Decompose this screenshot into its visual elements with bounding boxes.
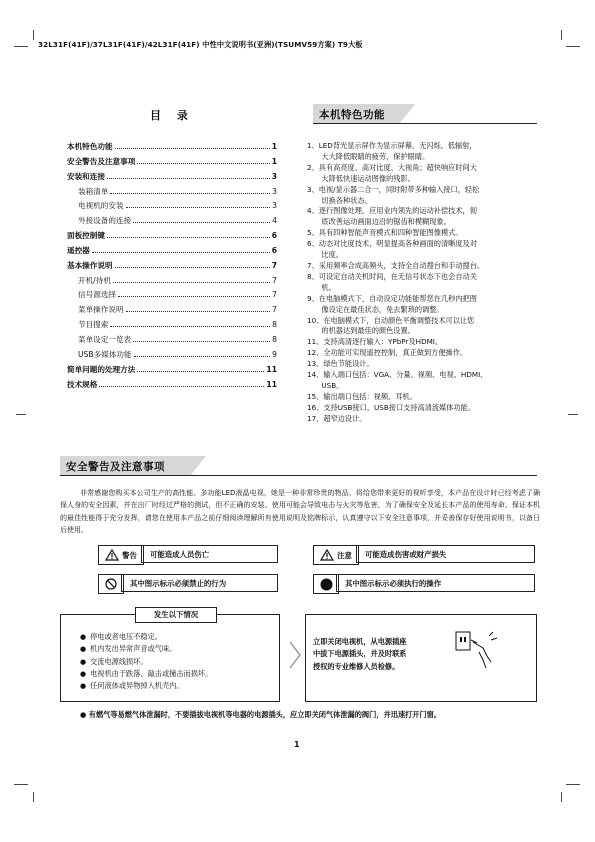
mandatory-text: 其中图示标示必须执行的操作: [336, 574, 535, 592]
toc-leader: [126, 311, 271, 312]
warning-label: 警告: [122, 550, 137, 560]
feature-line: 比度。: [307, 250, 343, 260]
toc-item-title: 开机/待机: [78, 275, 111, 285]
toc-item-title: 菜单设定一览表: [78, 334, 132, 344]
warning-label-box: [98, 545, 144, 565]
feature-line: 15、输出端口包括：视频、耳机。: [307, 391, 417, 401]
toc-item-page: 7: [272, 290, 277, 300]
toc-item-page: 1: [271, 142, 277, 151]
occurrence-title: 发生以下情况: [135, 607, 217, 623]
toc-item: [67, 349, 277, 364]
prohibit-icon: [105, 578, 117, 590]
feature-line: USB。: [307, 380, 344, 390]
toc-leader: [133, 341, 270, 342]
table-of-contents: [67, 141, 277, 393]
toc-leader: [99, 386, 264, 387]
feature-list: [307, 141, 537, 425]
toc-item-title: 装箱清单: [78, 186, 109, 196]
occurrence-item: ● 任何液体或异物掉入机壳内。: [80, 680, 212, 692]
toc-item-page: 1: [271, 156, 277, 166]
toc-item-page: 6: [271, 231, 277, 241]
action-line: 中拔下电源插头，并及时联系: [313, 649, 407, 659]
toc-item: [67, 275, 277, 290]
toc-item-title: 技术规格: [67, 379, 98, 389]
toc-item-page: 7: [272, 275, 277, 285]
occurrence-item: ● 停电或者电压不稳定。: [80, 631, 212, 643]
toc-item-page: 8: [272, 320, 277, 330]
crop-mark: [33, 30, 34, 40]
caution-text: 可能造成伤害或财产损失: [356, 545, 535, 563]
document-header: 32L31F(41F)/37L31F(41F)/42L31F(41F) 中性中文说明书(亚洲)(TSUMV59方案) T9大板: [38, 40, 363, 49]
crop-mark: [568, 414, 578, 415]
toc-leader: [118, 296, 270, 297]
feature-line: 4、逐行图像处理，应用业内领先的运动补偿技术，彻: [307, 206, 477, 216]
feature-line: 像设定在最佳状态，免去繁琐的调整。: [307, 304, 444, 314]
toc-item: [67, 156, 277, 171]
feature-line: 17、超窄边设计。: [307, 413, 367, 423]
toc-item: [67, 364, 277, 379]
toc-item-title: 安装和连接: [67, 171, 105, 181]
toc-item-title: 节目搜索: [78, 320, 109, 330]
toc-leader: [110, 326, 270, 327]
features-banner: [313, 104, 537, 124]
toc-item-page: 3: [272, 186, 277, 196]
toc-item-page: 11: [266, 379, 277, 389]
crop-mark: [14, 46, 28, 47]
toc-item-title: 简单问题的处理方法: [67, 364, 136, 374]
toc-item-title: 信号源选择: [78, 290, 116, 300]
feature-line: 的机器达到最佳的颜色设置。: [307, 326, 415, 336]
feature-line: 16、支持USB接口，USB接口支持高清流媒体功能。: [307, 402, 476, 412]
toc-item: [67, 215, 277, 230]
crop-mark: [561, 30, 562, 40]
prohibit-text: 其中图示标示必须禁止的行为: [121, 574, 278, 592]
safety-title: 安全警告及注意事项: [66, 461, 165, 473]
toc-item-page: 6: [271, 245, 277, 255]
crop-mark: [14, 784, 28, 785]
bullet-icon: ●: [80, 710, 87, 719]
feature-line: 8、可设定自动关机时间，在无信号状态下也会自动关: [307, 271, 477, 281]
crop-mark: [33, 792, 34, 802]
occurrence-item: ● 交流电源线损坏。: [80, 656, 212, 668]
caution-label: 注意: [337, 550, 352, 560]
feature-line: 10、在电脑模式下，自动颜色平衡调整技术可以让您: [307, 315, 475, 325]
toc-item-title: 电视机的安装: [78, 201, 124, 211]
action-line: 授权的专业维修人员检修。: [313, 661, 400, 671]
toc-leader: [137, 163, 269, 164]
toc-item-page: 7: [272, 305, 277, 315]
toc-leader: [137, 371, 264, 372]
toc-item-title: 面板控制键: [67, 231, 105, 241]
toc-item-page: 4: [272, 216, 277, 226]
toc-item-title: USB多媒体功能: [78, 349, 132, 359]
toc-leader: [110, 193, 270, 194]
toc-item: [67, 379, 277, 394]
feature-line: 底改善运动画面边沿的锯齿和模糊现象。: [307, 217, 451, 227]
toc-item: [67, 186, 277, 201]
toc-item-title: 菜单操作说明: [78, 305, 124, 315]
toc-leader: [134, 356, 271, 357]
unplug-illustration-icon: [453, 628, 501, 676]
toc-item: [67, 319, 277, 334]
occurrence-item: ● 电视机由于跌落、敲击或撞击而损坏。: [80, 668, 212, 680]
feature-line: 3、电视/显示器二合一，同时附带多种输入接口，轻松: [307, 184, 480, 194]
feature-line: 大大降低眼睛的疲劳，保护眼睛。: [307, 151, 430, 161]
feature-line: 切换各种状态。: [307, 195, 372, 205]
toc-item-page: 3: [272, 201, 277, 211]
feature-line: 13、绿色节能设计。: [307, 359, 374, 369]
toc-item: [67, 141, 277, 156]
toc-item-title: 本机特色功能: [67, 142, 113, 151]
feature-line: 大降低快速运动图像的残影。: [307, 173, 415, 183]
toc-item: [67, 171, 277, 186]
crop-mark: [566, 784, 580, 785]
toc-item-page: 7: [271, 260, 277, 270]
toc-leader: [115, 267, 270, 268]
toc-leader: [107, 237, 270, 238]
page-number: 1: [294, 740, 300, 749]
toc-leader: [113, 282, 270, 283]
caution-label-box: [313, 545, 359, 565]
toc-item: [67, 245, 277, 260]
toc-item: [67, 200, 277, 215]
toc-item: [67, 289, 277, 304]
feature-line: 14、输入端口包括：VGA、分量、视频、电视、HDMI、: [307, 370, 488, 380]
occurrence-list: [80, 631, 212, 692]
toc-leader: [126, 207, 271, 208]
feature-line: 12、全功能可实现遥控控制，真正做到方便操作。: [307, 348, 468, 358]
feature-line: 6、动态对比度技术，明显提高各种画面的清晰度及对: [307, 239, 477, 249]
mandatory-icon: [320, 578, 333, 591]
feature-line: 1、LED背光显示屏作为显示屏幕，无闪烁、低辐射，: [307, 141, 477, 150]
feature-line: 11、支持高清逐行输入：YPbPr及HDMI。: [307, 337, 443, 347]
feature-line: 7、采用频率合成高频头，支持全自动搜台和手动搜台。: [307, 260, 485, 270]
feature-line: 2、具有高亮度、高对比度、大视角；超快响应时间大: [307, 162, 477, 172]
caution-triangle-icon: [320, 549, 334, 561]
gas-warning: ● 有燃气等易燃气体泄漏时，不要插拔电视机等电器的电源插头，应立即关闭气体泄漏的阀门，并迅速打开门窗。: [80, 710, 441, 719]
toc-item-title: 外接设备的连接: [78, 216, 132, 226]
toc-item: [67, 334, 277, 349]
toc-item-page: 11: [266, 364, 277, 374]
occurrence-item: ● 机内发出异常声音或气味。: [80, 643, 212, 655]
toc-leader: [107, 178, 270, 179]
toc-item-page: 9: [272, 349, 277, 359]
toc-item-title: 遥控器: [67, 245, 90, 255]
feature-line: 机。: [307, 282, 336, 292]
action-text: [313, 636, 406, 673]
safety-intro: 非常感谢您购买本公司生产的高性能、多功能LED液晶电视，她是一种非常珍贵的物品，将给您带来更好的视听享受，本产品在设计时已经考虑了确保人身的安全因素，并在出厂时经过严格的测试，但不正确的安装、使用可能会导致电击与火灾等危害，为了确保安全及延长本产品的使用寿命、保证本机的最佳性能得于充分发挥，请您在使用本产品之前仔细阅读理解所有使用说明及铭牌标示，认真遵守以下安全注意事项，并妥善保存好使用说明书，以备日后使用。: [60, 489, 540, 534]
toc-item: [67, 260, 277, 275]
warning-text: 可能造成人员伤亡: [141, 545, 278, 563]
crop-mark: [16, 414, 26, 415]
toc-leader: [92, 252, 270, 253]
toc-item-page: 3: [271, 171, 277, 181]
toc-item-page: 8: [272, 334, 277, 344]
crop-mark: [561, 792, 562, 802]
toc-leader: [115, 148, 270, 149]
warning-triangle-icon: [105, 549, 119, 561]
toc-item-title: 安全警告及注意事项: [67, 156, 136, 166]
toc-item-title: 基本操作说明: [67, 260, 113, 270]
toc-item: [67, 230, 277, 245]
feature-line: 5、具有四种智能声音模式和四种智能图像模式。: [307, 228, 463, 238]
crop-mark: [566, 46, 580, 47]
action-line: 立即关闭电视机，从电源插座: [313, 637, 407, 646]
toc-item: [67, 304, 277, 319]
chevron-right-icon: [288, 640, 302, 670]
toc-title: 目 录: [150, 109, 194, 122]
feature-line: 9、在电脑模式下，自动设定功能能帮您在几秒内把图: [307, 293, 477, 303]
features-title: 本机特色功能: [319, 109, 385, 121]
toc-leader: [133, 222, 270, 223]
safety-banner: [60, 456, 537, 476]
